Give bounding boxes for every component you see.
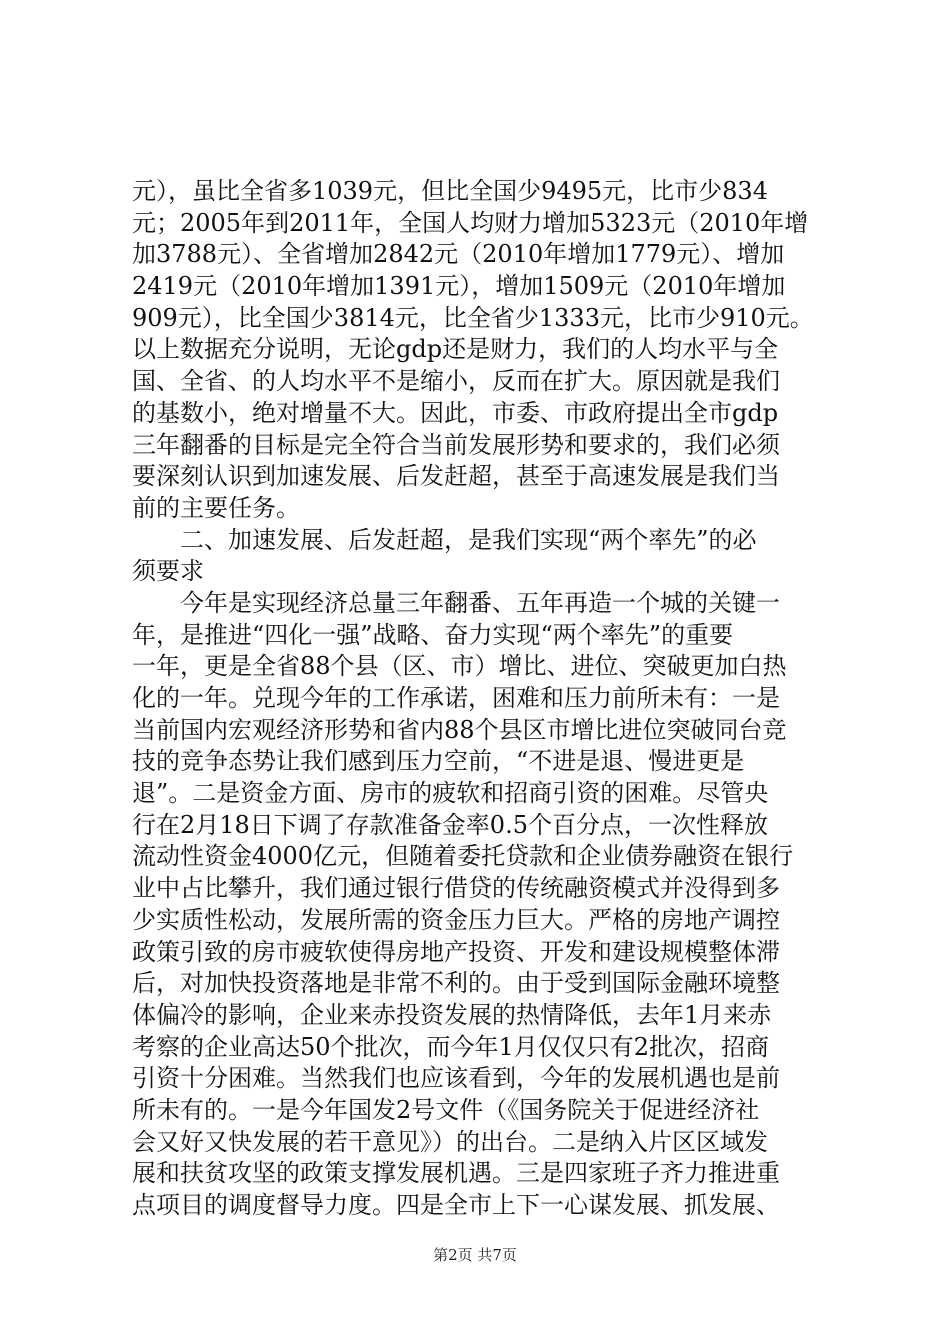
text-line: 的基数小，绝对增量不大。因此，市委、市政府提出全市gdp	[132, 398, 779, 427]
text-line: 2419元（2010年增加1391元），增加1509元（2010年增加	[132, 272, 786, 301]
text-line: 当前国内宏观经济形势和省内88个县区市增比进位突破同台竞	[132, 715, 787, 744]
text-line: 今年是实现经济总量三年翻番、五年再造一个城的关键一	[132, 588, 780, 617]
text-line: 二、加速发展、后发赶超，是我们实现“两个率先”的必	[132, 525, 757, 554]
text-line: 以上数据充分说明，无论gdp还是财力，我们的人均水平与全	[132, 335, 779, 364]
text-line: 所未有的。一是今年国发2号文件（《国务院关于促进经济社	[132, 1095, 760, 1124]
text-line: 行在2月18日下调了存款准备金率0.5个百分点，一次性释放	[132, 810, 768, 839]
text-line: 要深刻认识到加速发展、后发赶超，甚至于高速发展是我们当	[132, 462, 780, 491]
text-line: 退”。二是资金方面、房市的疲软和招商引资的困难。尽管央	[132, 779, 769, 808]
text-line: 引资十分困难。当然我们也应该看到，今年的发展机遇也是前	[132, 1064, 780, 1093]
text-line: 少实质性松动，发展所需的资金压力巨大。严格的房地产调控	[132, 905, 780, 934]
text-line: 三年翻番的目标是完全符合当前发展形势和要求的，我们必须	[132, 430, 780, 459]
text-line: 须要求	[132, 557, 204, 586]
text-line: 前的主要任务。	[132, 493, 300, 522]
text-line: 点项目的调度督导力度。四是全市上下一心谋发展、抓发展、	[132, 1191, 780, 1219]
page-footer: 第2页 共7页	[433, 1246, 517, 1264]
text-line: 后，对加快投资落地是非常不利的。由于受到国际金融环境整	[132, 969, 780, 998]
text-line: 元），虽比全省多1039元，但比全国少9495元，比市少834	[132, 177, 768, 205]
text-line: 国、全省、的人均水平不是缩小，反而在扩大。原因就是我们	[132, 367, 780, 396]
text-line: 政策引致的房市疲软使得房地产投资、开发和建设规模整体滞	[132, 937, 780, 966]
text-line: 业中占比攀升，我们通过银行借贷的传统融资模式并没得到多	[132, 874, 780, 903]
text-line: 元；2005年到2011年，全国人均财力增加5323元（2010年增	[132, 208, 809, 237]
text-line: 考察的企业高达50个批次，而今年1月仅仅只有2批次，招商	[132, 1032, 770, 1061]
text-line: 一年，更是全省88个县（区、市）增比、进位、突破更加白热	[132, 652, 787, 681]
text-line: 年，是推进“四化一强”战略、奋力实现“两个率先”的重要	[132, 620, 734, 649]
text-line: 加3788元）、全省增加2842元（2010年增加1779元）、增加	[132, 240, 785, 269]
text-line: 会又好又快发展的若干意见》）的出台。二是纳入片区区域发	[132, 1127, 768, 1156]
text-line: 技的竞争态势让我们感到压力空前，“不进是退、慢进更是	[132, 747, 745, 776]
text-line: 909元），比全国少3814元，比全省少1333元，比市少910元。	[132, 303, 814, 332]
text-line: 化的一年。兑现今年的工作承诺，困难和压力前所未有：一是	[132, 684, 780, 712]
text-line: 展和扶贫攻坚的政策支撑发展机遇。三是四家班子齐力推进重	[132, 1159, 780, 1188]
body-text	[132, 176, 838, 1222]
text-line: 流动性资金4000亿元，但随着委托贷款和企业债券融资在银行	[132, 842, 794, 871]
text-line: 体偏冷的影响，企业来赤投资发展的热情降低，去年1月来赤	[132, 1000, 772, 1029]
